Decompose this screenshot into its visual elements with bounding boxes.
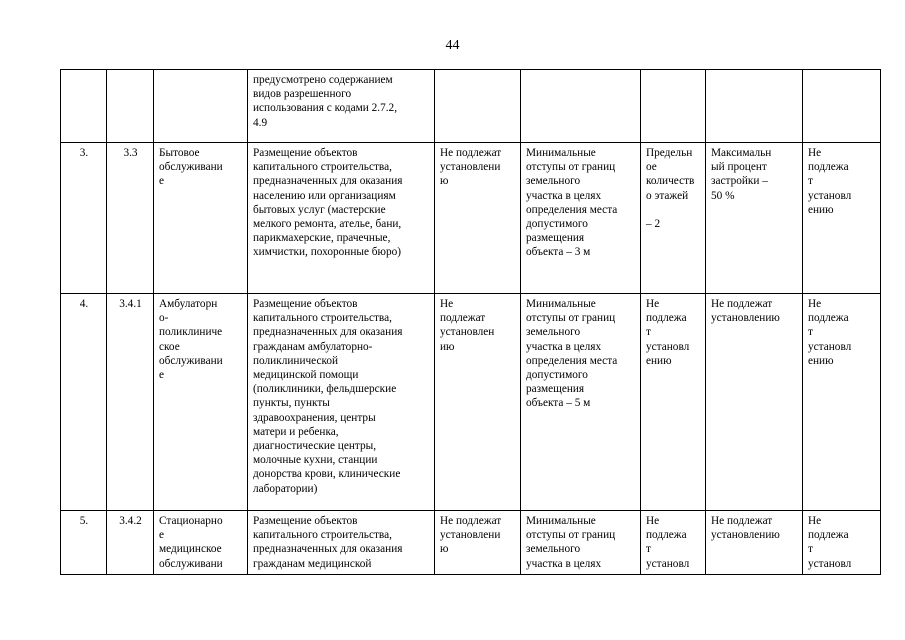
column-5-cell: Не подлежат установлен ию [435, 294, 521, 511]
use-name-cell [154, 70, 248, 143]
use-name-cell: Стационарно е медицинское обслуживани [154, 511, 248, 575]
setbacks-cell: Минимальные отступы от границ земельного участка в целях [521, 511, 641, 575]
land-use-table [60, 69, 881, 575]
page-number: 44 [445, 38, 460, 53]
setbacks-cell: Минимальные отступы от границ земельного участка в целях определения места допустимого размещения объекта – 5 м [521, 294, 641, 511]
code-cell: 3.3 [107, 143, 154, 294]
description-cell: предусмотрено содержанием видов разрешенного использования с кодами 2.7.2, 4.9 [248, 70, 435, 143]
coverage-cell [706, 70, 803, 143]
row-number-cell [61, 70, 107, 143]
column-9-cell: Не подлежа т установл ению [803, 294, 881, 511]
code-cell [107, 70, 154, 143]
code-cell: 3.4.2 [107, 511, 154, 575]
code-cell: 3.4.1 [107, 294, 154, 511]
column-5-cell [435, 70, 521, 143]
floors-cell: Не подлежа т установл ению [641, 294, 706, 511]
table-row [61, 70, 881, 143]
column-5-cell: Не подлежат установлени ю [435, 143, 521, 294]
coverage-cell: Не подлежат установлению [706, 294, 803, 511]
description-cell: Размещение объектов капитального строительства, предназначенных для оказания населению или организациям бытовых услуг (мастерские мелкого ремонта, ателье, бани, парикмахерские, прачечные, химчистки, похоронные бюро) [248, 143, 435, 294]
coverage-cell: Не подлежат установлению [706, 511, 803, 575]
coverage-cell: Максимальн ый процент застройки – 50 % [706, 143, 803, 294]
setbacks-cell [521, 70, 641, 143]
column-9-cell [803, 70, 881, 143]
column-9-cell: Не подлежа т установл [803, 511, 881, 575]
floors-cell: Не подлежа т установл [641, 511, 706, 575]
setbacks-cell: Минимальные отступы от границ земельного участка в целях определения места допустимого размещения объекта – 3 м [521, 143, 641, 294]
floors-cell: Предельн ое количеств о этажей – 2 [641, 143, 706, 294]
column-5-cell: Не подлежат установлени ю [435, 511, 521, 575]
description-cell: Размещение объектов капитального строительства, предназначенных для оказания гражданам медицинской [248, 511, 435, 575]
table-row [61, 143, 881, 294]
column-9-cell: Не подлежа т установл ению [803, 143, 881, 294]
use-name-cell: Бытовое обслуживани е [154, 143, 248, 294]
table-row [61, 294, 881, 511]
row-number-cell: 3. [61, 143, 107, 294]
floors-cell [641, 70, 706, 143]
row-number-cell: 4. [61, 294, 107, 511]
description-cell: Размещение объектов капитального строительства, предназначенных для оказания гражданам амбулаторно- поликлинической медицинской помощи (поликлиники, фельдшерские пункты, пункты здравоохранения, центры матери и ребенка, диагностические центры, молочные кухни, станции донорства крови, клинические лаборатории) [248, 294, 435, 511]
table-row [61, 511, 881, 575]
row-number-cell: 5. [61, 511, 107, 575]
use-name-cell: Амбулаторн о- поликлиниче ское обслуживани е [154, 294, 248, 511]
